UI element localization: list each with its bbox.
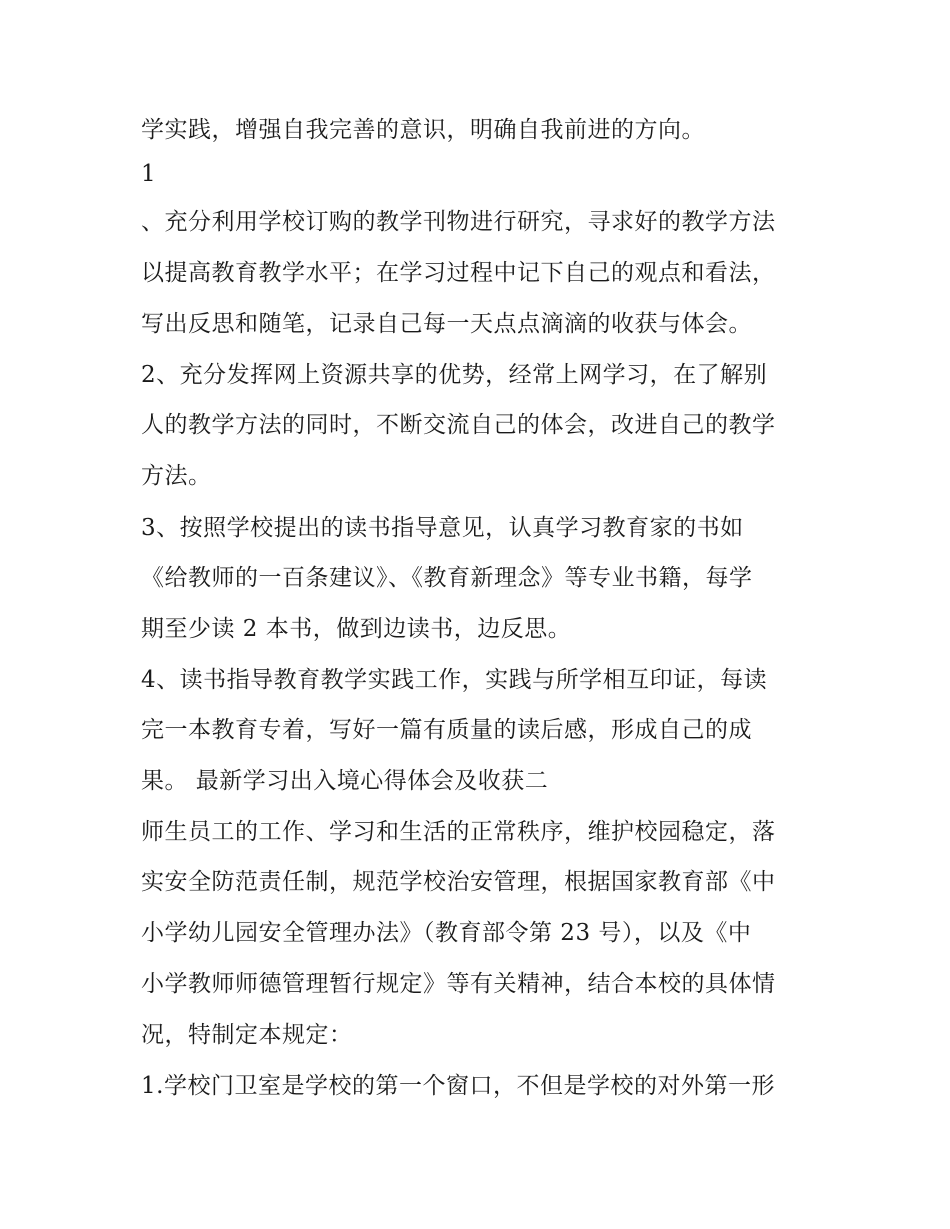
text-line: 小学教师师德管理暂行规定》等有关精神，结合本校的具体情 (141, 971, 776, 997)
text-line: 学实践，增强自我完善的意识，明确自我前进的方向。 (141, 117, 705, 143)
text-line: 果。 最新学习出入境心得体会及收获二 (141, 768, 549, 794)
text-line: 3、按照学校提出的读书指导意见，认真学习教育家的书如 (141, 515, 744, 541)
text-line: 写出反思和随笔，记录自己每一天点点滴滴的收获与体会。 (141, 311, 752, 337)
text-line: 期至少读 2 本书，做到边读书，边反思。 (141, 616, 572, 642)
text-line: 人的教学方法的同时，不断交流自己的体会，改进自己的教学 (141, 412, 776, 438)
text-line: 以提高教育教学水平；在学习过程中记下自己的观点和看法， (141, 260, 776, 286)
text-line: 实安全防范责任制，规范学校治安管理，根据国家教育部《中 (141, 869, 776, 895)
text-line: 4、读书指导教育教学实践工作，实践与所学相互印证，每读 (141, 667, 768, 693)
text-line: 完一本教育专着，写好一篇有质量的读后感，形成自己的成 (141, 717, 752, 743)
text-line: 《给教师的一百条建议》、《教育新理念》等专业书籍，每学 (141, 565, 753, 591)
text-line: 况，特制定本规定： (141, 1022, 353, 1048)
text-line: 1.学校门卫室是学校的第一个窗口，不但是学校的对外第一形 (141, 1073, 775, 1099)
text-line: 2、充分发挥网上资源共享的优势，经常上网学习，在了解别 (141, 362, 768, 388)
text-line: 师生员工的工作、学习和生活的正常秩序，维护校园稳定，落 (141, 819, 776, 845)
text-line: 1 (141, 161, 157, 187)
text-line: 、充分利用学校订购的教学刊物进行研究，寻求好的教学方法 (141, 209, 776, 235)
text-line: 小学幼儿园安全管理办法》（教育部令第 23 号），以及《中 (141, 920, 752, 946)
text-line: 方法。 (141, 463, 212, 489)
